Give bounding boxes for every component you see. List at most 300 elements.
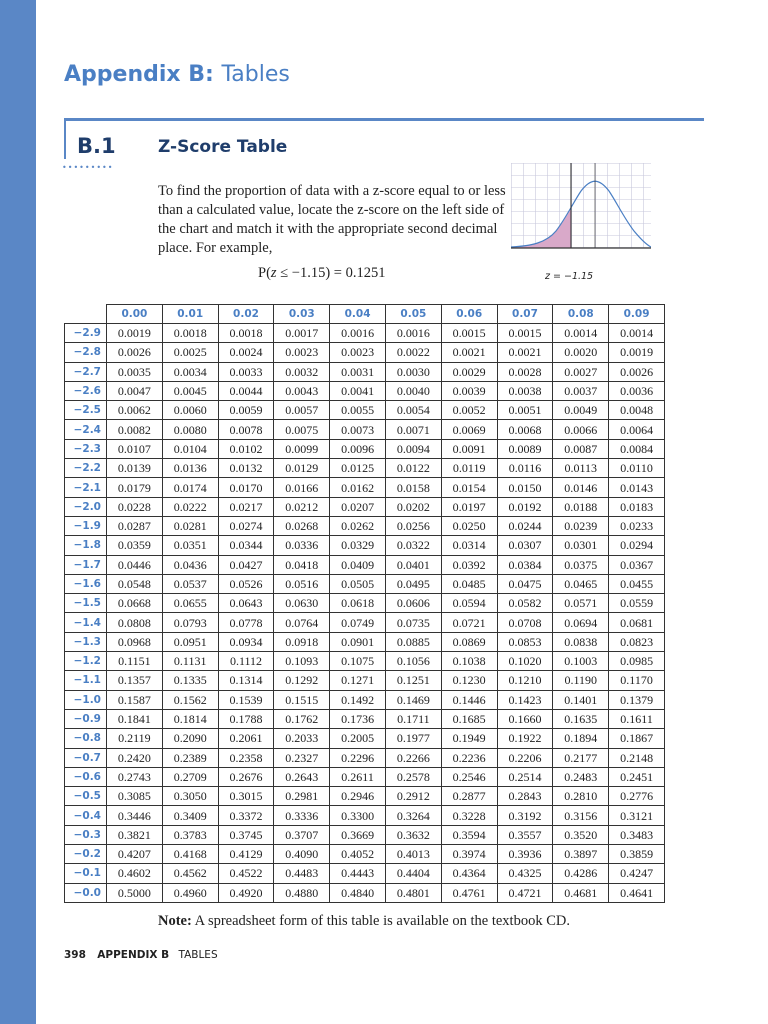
table-row (65, 574, 665, 593)
table-cell: 0.0968 (107, 632, 163, 651)
table-cell: 0.0192 (497, 497, 553, 516)
table-cell: 0.1251 (385, 671, 441, 690)
table-cell: 0.1230 (441, 671, 497, 690)
row-header-z: −1.8 (65, 536, 107, 555)
row-header-z: −2.1 (65, 478, 107, 497)
table-cell: 0.4247 (609, 864, 665, 883)
row-header-z: −1.7 (65, 555, 107, 574)
section-bracket (64, 121, 66, 159)
table-cell: 0.0838 (553, 632, 609, 651)
table-cell: 0.0294 (609, 536, 665, 555)
table-cell: 0.0014 (553, 324, 609, 343)
table-cell: 0.1660 (497, 709, 553, 728)
table-cell: 0.0505 (330, 574, 386, 593)
table-cell: 0.2578 (385, 767, 441, 786)
table-cell: 0.3409 (162, 806, 218, 825)
table-cell: 0.0808 (107, 613, 163, 632)
table-cell: 0.4168 (162, 845, 218, 864)
table-cell: 0.0571 (553, 594, 609, 613)
table-cell: 0.0034 (162, 362, 218, 381)
row-header-z: −0.3 (65, 825, 107, 844)
column-header: 0.08 (553, 305, 609, 324)
table-row (65, 883, 665, 902)
table-row (65, 806, 665, 825)
table-cell: 0.0132 (218, 459, 274, 478)
table-cell: 0.4801 (385, 883, 441, 902)
table-cell: 0.0749 (330, 613, 386, 632)
table-cell: 0.0031 (330, 362, 386, 381)
table-cell: 0.3483 (609, 825, 665, 844)
table-cell: 0.0985 (609, 652, 665, 671)
table-cell: 0.1922 (497, 729, 553, 748)
table-cell: 0.0853 (497, 632, 553, 651)
table-cell: 0.0044 (218, 381, 274, 400)
table-cell: 0.0344 (218, 536, 274, 555)
table-cell: 0.0026 (609, 362, 665, 381)
table-cell: 0.0078 (218, 420, 274, 439)
table-cell: 0.3156 (553, 806, 609, 825)
table-cell: 0.0022 (385, 343, 441, 362)
table-cell: 0.0116 (497, 459, 553, 478)
table-cell: 0.0066 (553, 420, 609, 439)
table-cell: 0.0029 (441, 362, 497, 381)
note-text: A spreadsheet form of this table is available on the textbook CD. (194, 913, 570, 929)
figure-grid (511, 163, 651, 248)
table-cell: 0.0033 (218, 362, 274, 381)
row-header-z: −1.0 (65, 690, 107, 709)
table-cell: 0.0708 (497, 613, 553, 632)
table-cell: 0.0392 (441, 555, 497, 574)
table-cell: 0.4840 (330, 883, 386, 902)
table-cell: 0.4880 (274, 883, 330, 902)
table-cell: 0.0039 (441, 381, 497, 400)
table-cell: 0.0244 (497, 516, 553, 535)
table-cell: 0.1539 (218, 690, 274, 709)
table-row (65, 632, 665, 651)
table-cell: 0.1075 (330, 652, 386, 671)
table-cell: 0.2005 (330, 729, 386, 748)
column-header: 0.06 (441, 305, 497, 324)
table-cell: 0.0045 (162, 381, 218, 400)
table-cell: 0.0089 (497, 439, 553, 458)
table-cell: 0.0139 (107, 459, 163, 478)
row-header-z: −2.9 (65, 324, 107, 343)
table-cell: 0.0146 (553, 478, 609, 497)
table-cell: 0.3264 (385, 806, 441, 825)
table-cell: 0.1093 (274, 652, 330, 671)
table-cell: 0.4286 (553, 864, 609, 883)
table-cell: 0.0082 (107, 420, 163, 439)
table-cell: 0.0069 (441, 420, 497, 439)
table-cell: 0.0606 (385, 594, 441, 613)
table-cell: 0.0401 (385, 555, 441, 574)
section-number: B.1 (77, 134, 116, 158)
table-cell: 0.2266 (385, 748, 441, 767)
table-cell: 0.0202 (385, 497, 441, 516)
table-row (65, 324, 665, 343)
table-cell: 0.2709 (162, 767, 218, 786)
table-cell: 0.0113 (553, 459, 609, 478)
row-header-z: −0.2 (65, 845, 107, 864)
table-cell: 0.0885 (385, 632, 441, 651)
table-cell: 0.2451 (609, 767, 665, 786)
table-cell: 0.3783 (162, 825, 218, 844)
row-header-z: −2.4 (65, 420, 107, 439)
section-title: Z-Score Table (158, 137, 288, 157)
table-cell: 0.3594 (441, 825, 497, 844)
table-cell: 0.1003 (553, 652, 609, 671)
table-cell: 0.3557 (497, 825, 553, 844)
table-row (65, 787, 665, 806)
table-cell: 0.0049 (553, 401, 609, 420)
table-cell: 0.2810 (553, 787, 609, 806)
table-cell: 0.1814 (162, 709, 218, 728)
table-cell: 0.4602 (107, 864, 163, 883)
table-cell: 0.2358 (218, 748, 274, 767)
table-cell: 0.0228 (107, 497, 163, 516)
table-cell: 0.0207 (330, 497, 386, 516)
table-cell: 0.4522 (218, 864, 274, 883)
table-cell: 0.0329 (330, 536, 386, 555)
table-cell: 0.0262 (330, 516, 386, 535)
table-cell: 0.0465 (553, 574, 609, 593)
table-cell: 0.0778 (218, 613, 274, 632)
table-cell: 0.0014 (609, 324, 665, 343)
table-cell: 0.4364 (441, 864, 497, 883)
table-cell: 0.1492 (330, 690, 386, 709)
table-row (65, 748, 665, 767)
table-cell: 0.0336 (274, 536, 330, 555)
table-cell: 0.1446 (441, 690, 497, 709)
table-cell: 0.1170 (609, 671, 665, 690)
row-header-z: −1.6 (65, 574, 107, 593)
table-cell: 0.2148 (609, 748, 665, 767)
table-cell: 0.3228 (441, 806, 497, 825)
table-note (158, 913, 570, 930)
table-cell: 0.0015 (441, 324, 497, 343)
table-cell: 0.0038 (497, 381, 553, 400)
table-row (65, 594, 665, 613)
row-header-z: −0.6 (65, 767, 107, 786)
table-cell: 0.3974 (441, 845, 497, 864)
table-cell: 0.0516 (274, 574, 330, 593)
appendix-title (64, 62, 290, 87)
row-header-z: −1.2 (65, 652, 107, 671)
table-cell: 0.0384 (497, 555, 553, 574)
table-cell: 0.1736 (330, 709, 386, 728)
table-cell: 0.1515 (274, 690, 330, 709)
table-cell: 0.1788 (218, 709, 274, 728)
table-cell: 0.1762 (274, 709, 330, 728)
table-row (65, 671, 665, 690)
table-row (65, 709, 665, 728)
table-cell: 0.0028 (497, 362, 553, 381)
row-header-z: −2.8 (65, 343, 107, 362)
table-cell: 0.0043 (274, 381, 330, 400)
table-cell: 0.3859 (609, 845, 665, 864)
table-cell: 0.0869 (441, 632, 497, 651)
table-row (65, 555, 665, 574)
row-header-z: −0.9 (65, 709, 107, 728)
table-cell: 0.0060 (162, 401, 218, 420)
footer-appendix: APPENDIX B (97, 949, 170, 961)
table-cell: 0.0655 (162, 594, 218, 613)
table-cell: 0.0367 (609, 555, 665, 574)
table-cell: 0.0281 (162, 516, 218, 535)
table-cell: 0.0158 (385, 478, 441, 497)
table-row (65, 536, 665, 555)
table-cell: 0.1867 (609, 729, 665, 748)
table-cell: 0.3745 (218, 825, 274, 844)
table-cell: 0.0643 (218, 594, 274, 613)
table-cell: 0.1635 (553, 709, 609, 728)
table-cell: 0.1131 (162, 652, 218, 671)
side-color-bar (0, 0, 36, 1024)
table-cell: 0.3897 (553, 845, 609, 864)
table-cell: 0.0582 (497, 594, 553, 613)
table-row (65, 845, 665, 864)
table-cell: 0.3936 (497, 845, 553, 864)
table-cell: 0.1685 (441, 709, 497, 728)
table-cell: 0.0110 (609, 459, 665, 478)
table-cell: 0.0122 (385, 459, 441, 478)
table-cell: 0.2643 (274, 767, 330, 786)
table-cell: 0.0129 (274, 459, 330, 478)
table-row (65, 690, 665, 709)
table-cell: 0.2061 (218, 729, 274, 748)
table-cell: 0.0436 (162, 555, 218, 574)
table-cell: 0.0021 (441, 343, 497, 362)
table-cell: 0.4404 (385, 864, 441, 883)
table-cell: 0.0040 (385, 381, 441, 400)
table-row (65, 613, 665, 632)
table-cell: 0.0021 (497, 343, 553, 362)
row-header-z: −2.5 (65, 401, 107, 420)
table-cell: 0.1020 (497, 652, 553, 671)
table-cell: 0.0052 (441, 401, 497, 420)
row-header-z: −0.7 (65, 748, 107, 767)
table-cell: 0.0024 (218, 343, 274, 362)
table-cell: 0.4207 (107, 845, 163, 864)
table-cell: 0.0233 (609, 516, 665, 535)
table-cell: 0.0125 (330, 459, 386, 478)
table-cell: 0.0268 (274, 516, 330, 535)
table-row (65, 516, 665, 535)
table-cell: 0.0150 (497, 478, 553, 497)
figure-caption: z = −1.15 (545, 271, 594, 282)
table-cell: 0.0901 (330, 632, 386, 651)
table-cell: 0.1379 (609, 690, 665, 709)
table-cell: 0.1611 (609, 709, 665, 728)
table-cell: 0.0041 (330, 381, 386, 400)
table-cell: 0.0057 (274, 401, 330, 420)
table-cell: 0.0154 (441, 478, 497, 497)
table-cell: 0.3300 (330, 806, 386, 825)
table-cell: 0.1949 (441, 729, 497, 748)
row-header-z: −1.3 (65, 632, 107, 651)
table-cell: 0.3669 (330, 825, 386, 844)
table-cell: 0.0314 (441, 536, 497, 555)
table-cell: 0.0016 (385, 324, 441, 343)
table-cell: 0.1423 (497, 690, 553, 709)
table-cell: 0.2033 (274, 729, 330, 748)
table-cell: 0.3336 (274, 806, 330, 825)
table-cell: 0.2843 (497, 787, 553, 806)
table-cell: 0.0035 (107, 362, 163, 381)
table-cell: 0.0017 (274, 324, 330, 343)
table-cell: 0.3707 (274, 825, 330, 844)
table-cell: 0.0274 (218, 516, 274, 535)
table-cell: 0.1038 (441, 652, 497, 671)
row-header-z: −0.8 (65, 729, 107, 748)
formula-rest: ≤ −1.15) = 0.1251 (276, 265, 386, 281)
table-cell: 0.0084 (609, 439, 665, 458)
column-header: 0.09 (609, 305, 665, 324)
table-row (65, 401, 665, 420)
example-formula (258, 265, 385, 282)
column-header: 0.01 (162, 305, 218, 324)
table-row (65, 478, 665, 497)
table-cell: 0.0256 (385, 516, 441, 535)
column-header: 0.05 (385, 305, 441, 324)
table-cell: 0.1562 (162, 690, 218, 709)
page-number: 398 (64, 949, 86, 961)
table-cell: 0.3121 (609, 806, 665, 825)
table-row (65, 362, 665, 381)
table-cell: 0.0359 (107, 536, 163, 555)
table-cell: 0.4325 (497, 864, 553, 883)
table-cell: 0.4641 (609, 883, 665, 902)
table-cell: 0.3372 (218, 806, 274, 825)
table-cell: 0.1056 (385, 652, 441, 671)
table-row (65, 420, 665, 439)
table-cell: 0.0250 (441, 516, 497, 535)
table-cell: 0.0526 (218, 574, 274, 593)
table-cell: 0.1190 (553, 671, 609, 690)
table-cell: 0.0032 (274, 362, 330, 381)
column-header: 0.02 (218, 305, 274, 324)
table-cell: 0.0322 (385, 536, 441, 555)
table-cell: 0.0301 (553, 536, 609, 555)
table-cell: 0.1210 (497, 671, 553, 690)
table-cell: 0.0025 (162, 343, 218, 362)
table-cell: 0.0136 (162, 459, 218, 478)
table-cell: 0.0047 (107, 381, 163, 400)
table-cell: 0.0018 (218, 324, 274, 343)
table-cell: 0.0170 (218, 478, 274, 497)
table-cell: 0.0307 (497, 536, 553, 555)
table-cell: 0.0375 (553, 555, 609, 574)
formula-prefix: P( (258, 265, 271, 281)
table-cell: 0.0064 (609, 420, 665, 439)
table-cell: 0.0630 (274, 594, 330, 613)
table-cell: 0.1335 (162, 671, 218, 690)
row-header-z: −1.5 (65, 594, 107, 613)
table-cell: 0.0721 (441, 613, 497, 632)
row-header-z: −2.0 (65, 497, 107, 516)
table-cell: 0.2743 (107, 767, 163, 786)
table-cell: 0.1894 (553, 729, 609, 748)
column-header: 0.03 (274, 305, 330, 324)
table-cell: 0.0212 (274, 497, 330, 516)
table-cell: 0.0016 (330, 324, 386, 343)
row-header-z: −0.4 (65, 806, 107, 825)
table-cell: 0.0099 (274, 439, 330, 458)
table-cell: 0.4052 (330, 845, 386, 864)
table-cell: 0.0080 (162, 420, 218, 439)
table-cell: 0.1977 (385, 729, 441, 748)
table-cell: 0.0668 (107, 594, 163, 613)
z-score-table (64, 304, 665, 903)
table-cell: 0.0694 (553, 613, 609, 632)
table-cell: 0.1469 (385, 690, 441, 709)
table-cell: 0.0351 (162, 536, 218, 555)
table-cell: 0.0023 (274, 343, 330, 362)
header-corner (65, 305, 107, 324)
table-cell: 0.0055 (330, 401, 386, 420)
note-label: Note: (158, 913, 192, 929)
table-cell: 0.0068 (497, 420, 553, 439)
table-cell: 0.2946 (330, 787, 386, 806)
table-cell: 0.1841 (107, 709, 163, 728)
intro-paragraph: To find the proportion of data with a z-score equal to or less than a calculated value, locate the z-score on the left side of the chart and match it with the appropriate second decimal place. For example, (158, 183, 506, 256)
table-row (65, 652, 665, 671)
section-dots: ••••••••• (62, 163, 114, 172)
table-header (65, 305, 665, 324)
table-cell: 0.0071 (385, 420, 441, 439)
table-cell: 0.2236 (441, 748, 497, 767)
table-cell: 0.0823 (609, 632, 665, 651)
table-cell: 0.0027 (553, 362, 609, 381)
table-cell: 0.0559 (609, 594, 665, 613)
table-cell: 0.4483 (274, 864, 330, 883)
table-cell: 0.2912 (385, 787, 441, 806)
table-row (65, 439, 665, 458)
table-cell: 0.3520 (553, 825, 609, 844)
table-row (65, 825, 665, 844)
table-cell: 0.0051 (497, 401, 553, 420)
table-cell: 0.0059 (218, 401, 274, 420)
table-cell: 0.1587 (107, 690, 163, 709)
table-cell: 0.0618 (330, 594, 386, 613)
table-cell: 0.0197 (441, 497, 497, 516)
table-cell: 0.0019 (609, 343, 665, 362)
table-cell: 0.4090 (274, 845, 330, 864)
table-cell: 0.0054 (385, 401, 441, 420)
column-header: 0.07 (497, 305, 553, 324)
table-cell: 0.4013 (385, 845, 441, 864)
table-cell: 0.2981 (274, 787, 330, 806)
table-cell: 0.2389 (162, 748, 218, 767)
table-cell: 0.4960 (162, 883, 218, 902)
table-cell: 0.0174 (162, 478, 218, 497)
table-cell: 0.0020 (553, 343, 609, 362)
table-cell: 0.0485 (441, 574, 497, 593)
table-body (65, 324, 665, 903)
appendix-title-text: Tables (221, 62, 290, 87)
table-cell: 0.0594 (441, 594, 497, 613)
row-header-z: −2.7 (65, 362, 107, 381)
table-cell: 0.0537 (162, 574, 218, 593)
table-cell: 0.3085 (107, 787, 163, 806)
table-cell: 0.0048 (609, 401, 665, 420)
row-header-z: −1.9 (65, 516, 107, 535)
table-cell: 0.0073 (330, 420, 386, 439)
column-header: 0.04 (330, 305, 386, 324)
table-cell: 0.2206 (497, 748, 553, 767)
table-cell: 0.3632 (385, 825, 441, 844)
table-cell: 0.0026 (107, 343, 163, 362)
